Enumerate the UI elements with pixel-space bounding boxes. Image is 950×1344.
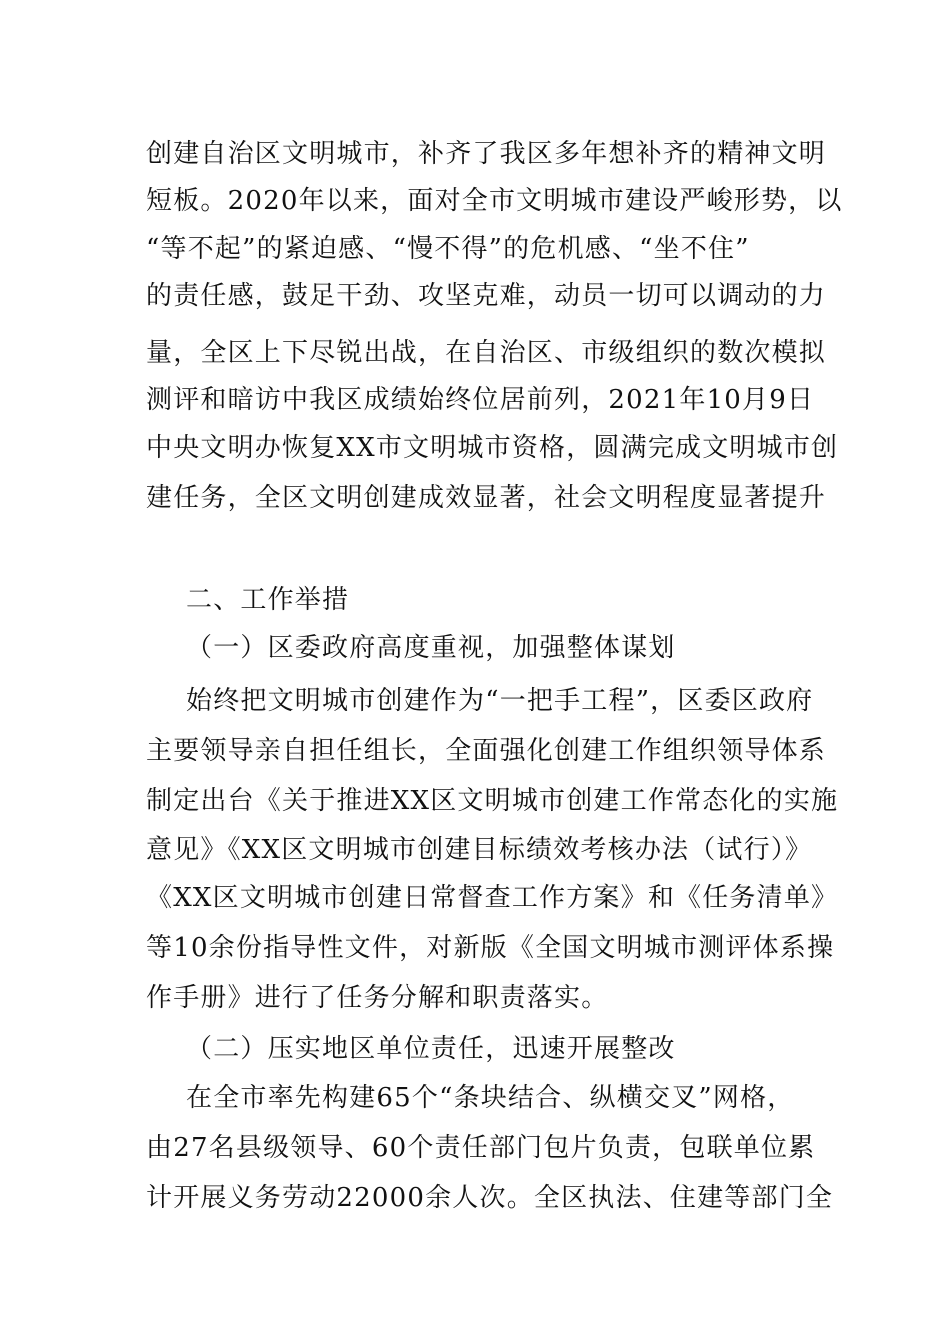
text-line: 《XX区文明城市创建日常督查工作方案》和《任务清单》: [146, 883, 839, 913]
subsection-heading-2: （二）压实地区单位责任，迅速开展整改: [186, 1034, 676, 1064]
subsection-heading-1: （一）区委政府高度重视，加强整体谋划: [186, 633, 676, 663]
text-line: 量，全区上下尽锐出战，在自治区、市级组织的数次模拟: [146, 338, 827, 368]
text-line: 制定出台《关于推进XX区文明城市创建工作常态化的实施: [146, 786, 839, 816]
text-line: 中央文明办恢复XX市文明城市资格，圆满完成文明城市创: [146, 433, 839, 463]
text-line: 意见》《XX区文明城市创建目标绩效考核办法（试行）》: [146, 835, 813, 865]
text-line: 作手册》进行了任务分解和职责落实。: [146, 983, 609, 1013]
text-line: 等10余份指导性文件，对新版《全国文明城市测评体系操: [146, 933, 835, 963]
text-line: 短板。2020年以来，面对全市文明城市建设严峻形势，以: [146, 186, 843, 216]
text-line: 主要领导亲自担任组长，全面强化创建工作组织领导体系: [146, 736, 827, 766]
text-line: 测评和暗访中我区成绩始终位居前列，2021年10月9日: [146, 385, 815, 415]
text-line: 在全市率先构建65个“条块结合、纵横交叉”网格，: [186, 1083, 795, 1113]
text-line: “等不起”的紧迫感、“慢不得”的危机感、“坐不住”: [146, 234, 750, 264]
text-line: 的责任感，鼓足干劲、攻坚克难，动员一切可以调动的力: [146, 281, 827, 311]
section-heading: 二、工作举措: [186, 585, 350, 615]
text-line: 创建自治区文明城市，补齐了我区多年想补齐的精神文明: [146, 139, 827, 169]
text-line: 计开展义务劳动22000余人次。全区执法、住建等部门全: [146, 1183, 834, 1213]
text-line: 建任务，全区文明创建成效显著，社会文明程度显著提升: [146, 483, 827, 513]
text-line: 由27名县级领导、60个责任部门包片负责，包联单位累: [146, 1133, 816, 1163]
text-line: 始终把文明城市创建作为“一把手工程”，区委区政府: [186, 686, 814, 716]
